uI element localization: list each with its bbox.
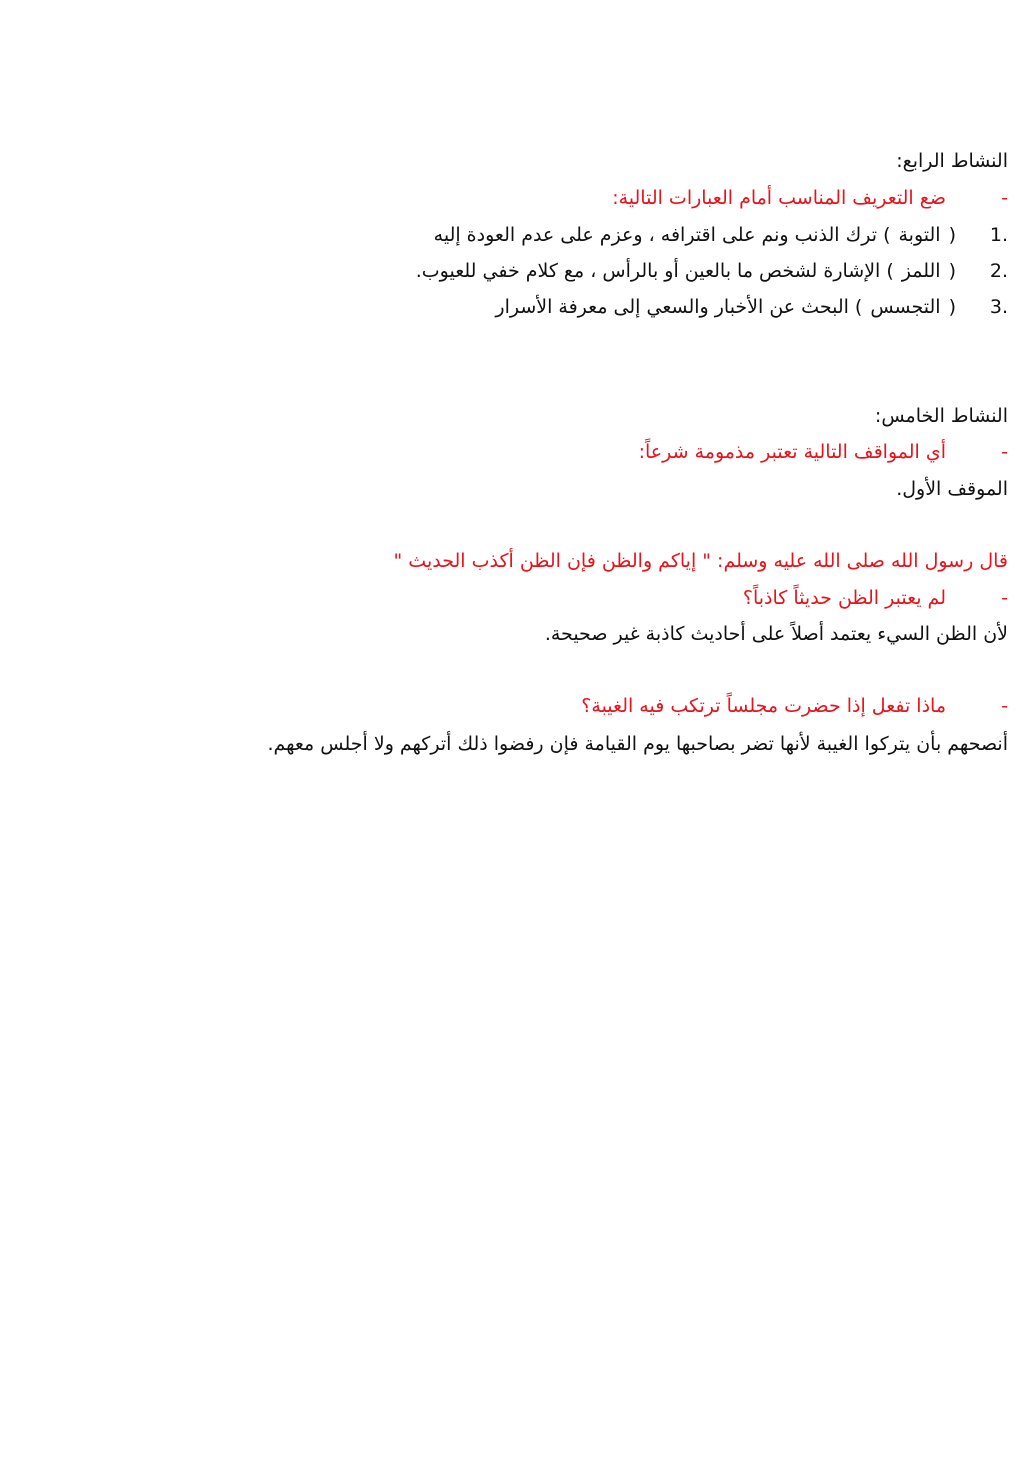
item-number: 2.	[989, 260, 1008, 282]
item-answer: اللمز	[901, 260, 941, 282]
item-number: 1.	[989, 224, 1008, 246]
question-text: أي المواقف التالية تعتبر مذمومة شرعاً:	[638, 441, 946, 463]
list-item	[434, 219, 1008, 251]
item-definition: البحث عن الأخبار والسعي إلى معرفة الأسرار	[495, 296, 849, 318]
dash-marker: -	[1001, 587, 1008, 609]
item-answer: التجسس	[870, 296, 941, 318]
item-answer: التوبة	[898, 224, 941, 246]
item-number: 3.	[989, 296, 1008, 318]
dash-marker: -	[1001, 695, 1008, 717]
list-item	[495, 291, 1008, 323]
item-definition: ترك الذنب ونم على اقترافه ، وعزم على عدم العودة إليه	[433, 224, 878, 246]
question-2	[743, 582, 1008, 614]
instruction-text: ضع التعريف المناسب أمام العبارات التالية:	[612, 187, 946, 209]
paren-close: )	[886, 260, 894, 282]
paren-open: (	[948, 296, 956, 318]
hadith-quote: قال رسول الله صلى الله عليه وسلم: " إياكم والظن فإن الظن أكذب الحديث "	[393, 550, 1008, 572]
paren-close: )	[883, 224, 891, 246]
activity5-heading: النشاط الخامس:	[874, 405, 1008, 427]
question-2-text: لم يعتبر الظن حديثاً كاذباً؟	[742, 587, 946, 609]
answer-2: لأن الظن السيء يعتمد أصلاً على أحاديث كاذبة غير صحيحة.	[544, 623, 1008, 645]
activity5-question	[639, 436, 1008, 468]
answer-3: أنصحهم بأن يتركوا الغيبة لأنها تضر بصاحبها يوم القيامة فإن رفضوا ذلك أتركهم ولا أجلس معهم.	[267, 733, 1008, 755]
question-3-text: ماذا تفعل إذا حضرت مجلساً ترتكب فيه الغيبة؟	[581, 695, 946, 717]
situation-title: الموقف الأول.	[896, 478, 1008, 500]
dash-marker: -	[1001, 187, 1008, 209]
item-definition: الإشارة لشخص ما بالعين أو بالرأس ، مع كلام خفي للعيوب.	[415, 260, 881, 282]
paren-open: (	[948, 260, 956, 282]
dash-marker: -	[1001, 441, 1008, 463]
paren-open: (	[948, 224, 956, 246]
question-3	[581, 690, 1008, 722]
list-item	[416, 255, 1008, 287]
paren-close: )	[854, 296, 863, 318]
activity4-heading: النشاط الرابع:	[896, 150, 1008, 172]
activity4-instruction	[612, 182, 1008, 214]
